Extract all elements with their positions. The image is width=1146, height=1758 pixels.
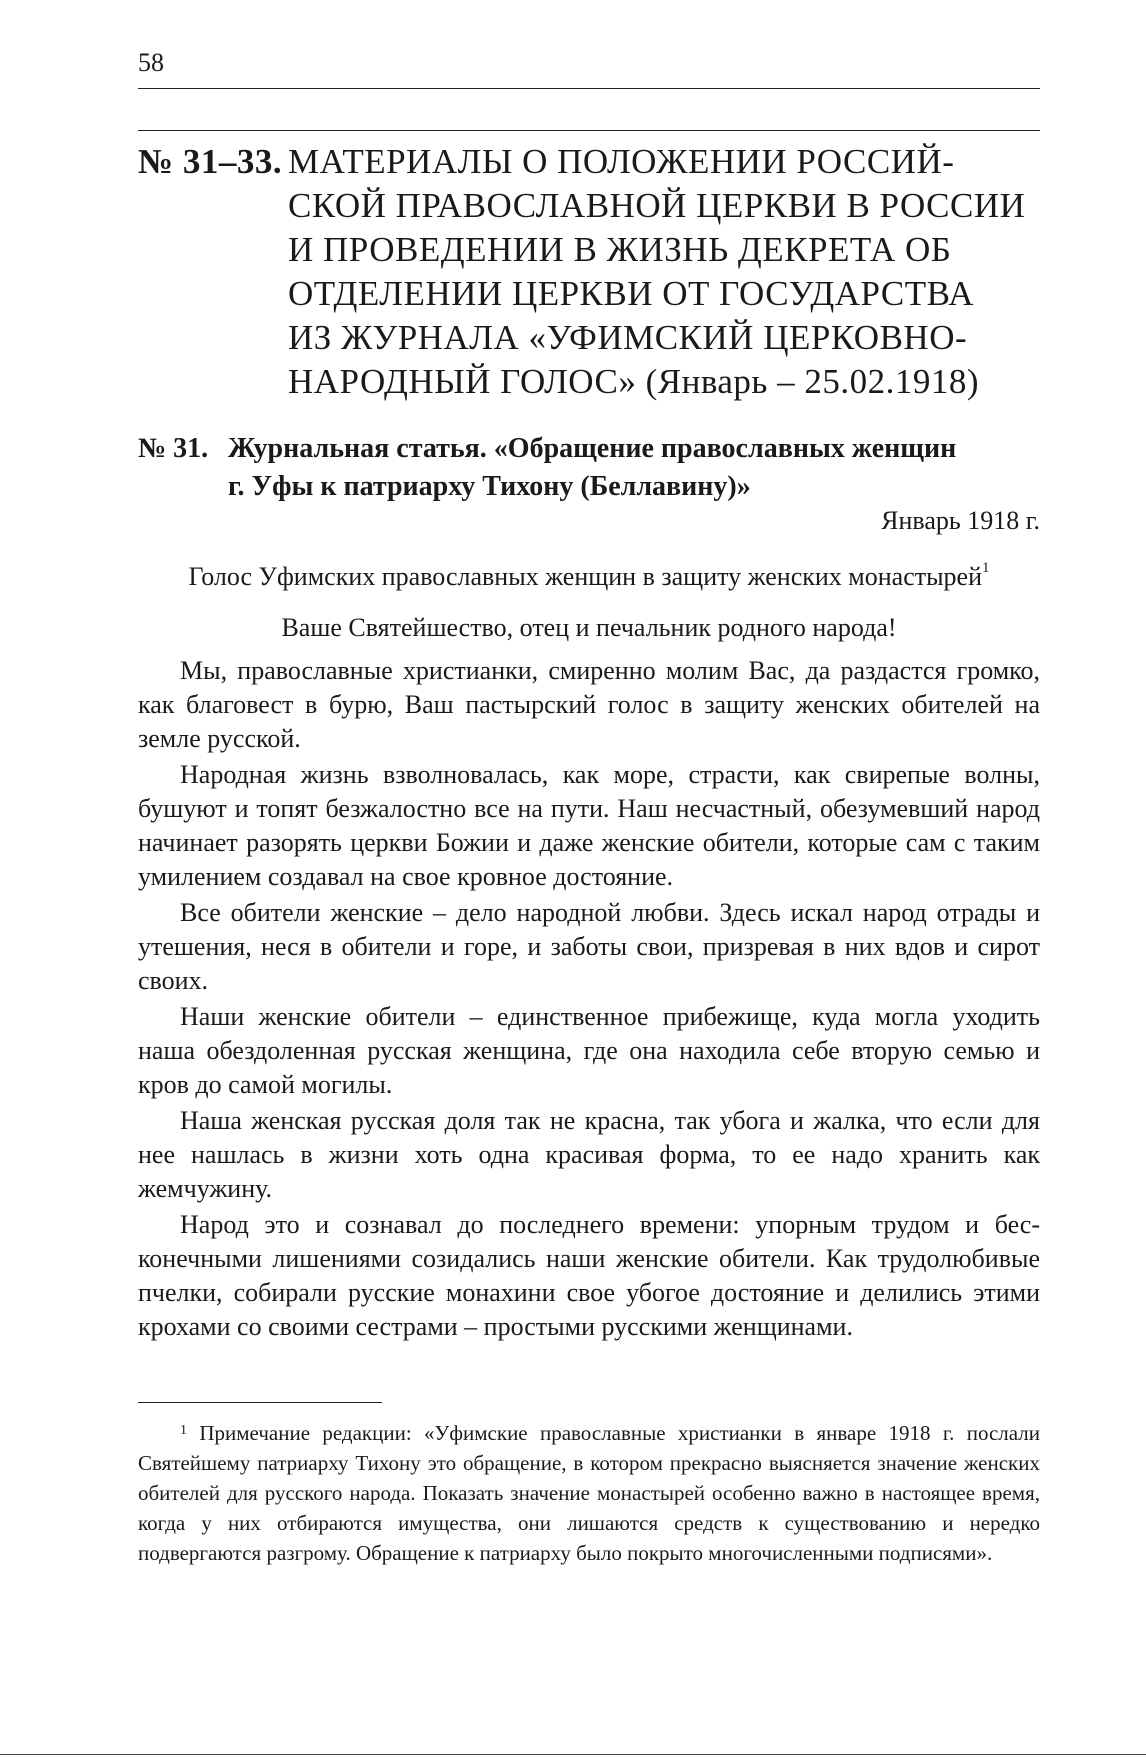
paragraph: Все обители женские – дело народной любви. Здесь искал народ отрады и утешения, неся в обители и горе, и заботы свои, призревая в них вдов и сирот своих. [138,898,1040,995]
document-title-line: Журнальная статья. «Обращение православных женщин [228,433,957,464]
section-title-line: ОТДЕЛЕНИИ ЦЕРКВИ ОТ ГОСУДАРСТВА [288,274,975,313]
section-title-line: НАРОДНЫЙ ГОЛОС» (Январь – 25.02.1918) [288,362,980,401]
paragraph: Мы, православные христианки, смиренно молим Вас, да раздастся громко, как благовест в бурю, Ваш пастырский голос в защиту женских обителей на земле русской. [138,656,1040,753]
section-number: № 31–33. [138,142,283,181]
letter-heading-text: Голос Уфимских православных женщин в защиту женских монастырей [188,562,983,591]
section-title-line: ИЗ ЖУРНАЛА «УФИМСКИЙ ЦЕРКОВНО- [288,318,968,357]
footnote [138,1418,1040,1568]
letter-body [138,654,1040,1346]
document-title-line: г. Уфы к патриарху Тихону (Беллавину)» [228,471,751,502]
page-bottom-edge [0,1754,1146,1755]
section-rule [138,130,1040,131]
footnote-marker: 1 [180,1423,187,1438]
page-number: 58 [138,48,164,77]
paragraph: Наша женская русская доля так не красна, так убога и жалка, что если для нее нашлась в жизни хоть одна красивая форма, то ее надо хранить как жемчужину. [138,1106,1040,1203]
section-title-line: И ПРОВЕДЕНИИ В ЖИЗНЬ ДЕКРЕТА ОБ [288,230,952,269]
paragraph: Народная жизнь взволновалась, как море, страсти, как свирепые волны, бушуют и топят безжалостно все на пути. Наш несчастный, обезумевший народ начинает разорять церкви Божии и даже женские обители, которые сам с таким умилением создавал на свое кровное достояние. [138,760,1040,891]
footnote-rule [138,1402,382,1403]
header-rule [138,88,1040,89]
salutation: Ваше Святейшество, отец и печальник родного народа! [281,613,897,642]
letter-heading [138,562,1040,592]
document-number: № 31. [138,433,209,464]
paragraph: Наши женские обители – единственное прибежище, куда могла уходить наша обездоленная русская женщина, где она находила себе вторую семью и кров до самой могилы. [138,1002,1040,1099]
section-title-line: МАТЕРИАЛЫ О ПОЛОЖЕНИИ РОССИЙ- [288,142,955,181]
footnote-reference[interactable]: 1 [982,560,990,576]
footnote-text: Примечание редакции: «Уфимские православные христианки в январе 1918 г. послали Святейшему патриарху Тихону это обращение, в котором прекрасно выясняется значение женских обителей для русского народа. Показать значение монастырей особенно важно в настоящее время, когда у них отбираются имущества, они лишаются средств к существованию и нередко подвергаются разгрому. Обращение к патриарху было покрыто многочисленными подписями». [138,1421,1041,1565]
document-date: Январь 1918 г. [881,506,1040,535]
paragraph: Народ это и сознавал до последнего времени: упорным трудом и бесконечными лишениями созидались наши женские обители. Как трудолюбивые пчелки, собирали русские монахини свое убогое достояние и делились этими крохами со своими сестрами – простыми русскими женщинами. [138,1210,1040,1341]
section-title-line: СКОЙ ПРАВОСЛАВНОЙ ЦЕРКВИ В РОССИИ [288,186,1026,225]
